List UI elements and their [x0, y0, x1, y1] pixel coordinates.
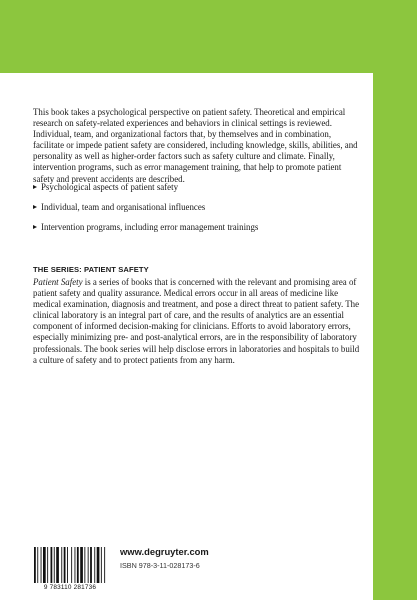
book-description: This book takes a psychological perspective on patient safety. Theoretical and empirical research on safety-related experiences and behaviors in clinical settings is reviewed. Individual, team, and organizational factors that, by themselves and in combination, facilitate or impede patient safety are considered, including knowledge, skills, abilities, and personality as well as higher-order factors such as safety culture and climate. Finally, intervention programs, such as error management training, that help to promote patient safety and prevent accidents are described. — [33, 107, 358, 184]
series-text: is a series of books that is concerned with the relevant and promising area of patient safety and quality assurance. Medical errors occur in all areas of medicine like medical examination, diagnosis and treatment, and pose a direct threat to patient safety. The clinical laboratory is an integral part of care, and the results of analytics are an essential component of informed decision-making for clinicians. Efforts to avoid laboratory errors, especially minimizing pre- and post-analytical errors, are in the responsibility of laboratory professionals. The book series will help disclose errors in laboratories and hospitals to build a culture of safety and to protect patients from any harm. — [33, 277, 360, 365]
publisher-website[interactable]: www.degruyter.com — [120, 546, 209, 557]
series-description — [33, 277, 364, 366]
green-frame-right — [373, 0, 417, 600]
series-title: Patient Safety — [33, 277, 83, 287]
isbn-text: ISBN 978-3-11-028173-6 — [120, 561, 200, 570]
barcode — [30, 544, 110, 595]
feature-text: Intervention programs, including error management trainings — [41, 221, 259, 232]
feature-item — [33, 202, 364, 213]
feature-text: Individual, team and organisational influences — [41, 201, 206, 212]
feature-list — [33, 182, 364, 241]
feature-text: Psychological aspects of patient safety — [41, 182, 179, 192]
bullet-triangle-icon — [33, 205, 37, 209]
green-frame-top — [0, 0, 417, 73]
bullet-triangle-icon — [33, 225, 37, 229]
barcode-number: 9 783110 281736 — [43, 584, 97, 591]
bullet-triangle-icon — [33, 185, 37, 189]
feature-item — [33, 182, 364, 193]
feature-item — [33, 222, 364, 233]
series-heading: THE SERIES: PATIENT SAFETY — [33, 265, 149, 274]
barcode-bars — [33, 547, 107, 583]
